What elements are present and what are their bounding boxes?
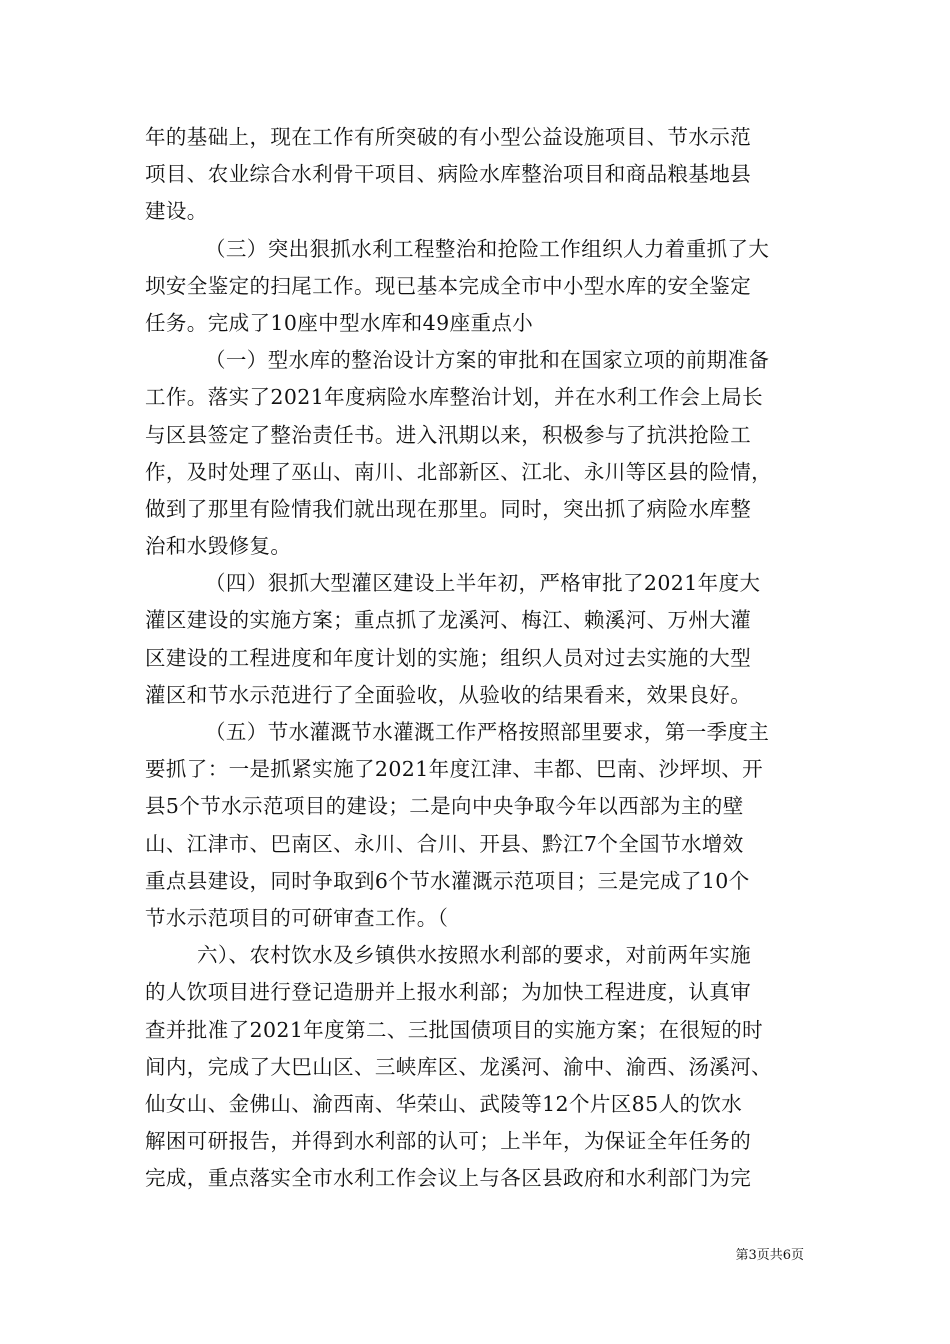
- text-line: 工作。落实了2021年度病险水库整治计划，并在水利工作会上局长: [145, 385, 764, 410]
- text-line: 县5个节水示范项目的建设；二是向中央争取今年以西部为主的壁: [145, 794, 744, 819]
- text-line: 治和水毁修复。: [145, 534, 292, 559]
- text-line: 要抓了：一是抓紧实施了2021年度江津、丰都、巴南、沙坪坝、开: [145, 757, 764, 782]
- paragraph-start-line: （五）节水灌溉节水灌溉工作严格按照部里要求，第一季度主: [205, 720, 770, 744]
- text-line: 区建设的工程进度和年度计划的实施；组织人员对过去实施的大型: [145, 645, 752, 670]
- text-line: 与区县签定了整治责任书。进入汛期以来，积极参与了抗洪抢险工: [145, 422, 752, 447]
- text-line: 山、江津市、巴南区、永川、合川、开县、黔江7个全国节水增效: [145, 831, 744, 856]
- text-line: 灌区和节水示范进行了全面验收，从验收的结果看来，效果良好。: [145, 682, 752, 707]
- text-line: 任务。完成了10座中型水库和49座重点小: [145, 310, 534, 335]
- text-line: 节水示范项目的可研审查工作。（: [145, 905, 449, 930]
- text-line: 作，及时处理了巫山、南川、北部新区、江北、永川等区县的险情，: [145, 459, 772, 484]
- paragraph-start-line: 六）、农村饮水及乡镇供水按照水利部的要求，对前两年实施: [197, 943, 752, 968]
- text-line: 完成，重点落实全市水利工作会议上与各区县政府和水利部门为完: [145, 1166, 752, 1191]
- text-line: 解困可研报告，并得到水利部的认可；上半年，为保证全年任务的: [145, 1129, 752, 1154]
- text-line: 年的基础上，现在工作有所突破的有小型公益设施项目、节水示范: [145, 125, 752, 149]
- text-line: 的人饮项目进行登记造册并上报水利部；为加快工程进度，认真审: [145, 980, 752, 1005]
- text-line: 灌区建设的实施方案；重点抓了龙溪河、梅江、赖溪河、万州大灌: [145, 608, 752, 633]
- text-line: 项目、农业综合水利骨干项目、病险水库整治项目和商品粮基地县: [145, 162, 752, 187]
- text-line: 间内，完成了大巴山区、三峡库区、龙溪河、渝中、渝西、汤溪河、: [145, 1054, 772, 1079]
- text-line: 坝安全鉴定的扫尾工作。现已基本完成全市中小型水库的安全鉴定: [145, 273, 752, 298]
- paragraph-start-line: （四）狠抓大型灌区建设上半年初，严格审批了2021年度大: [205, 571, 761, 596]
- paragraph-start-line: （三）突出狠抓水利工程整治和抢险工作组织人力着重抓了大: [205, 236, 770, 261]
- body-text: [145, 119, 815, 1197]
- text-line: 建设。: [145, 199, 208, 224]
- page-number: 第3页共6页: [735, 1248, 804, 1263]
- text-line: 仙女山、金佛山、渝西南、华荣山、武陵等12个片区85人的饮水: [145, 1091, 743, 1116]
- text-line: 做到了那里有险情我们就出现在那里。同时，突出抓了病险水库整: [145, 496, 752, 521]
- text-line: 查并批准了2021年度第二、三批国债项目的实施方案；在很短的时: [145, 1017, 764, 1042]
- paragraph-start-line: （一）型水库的整治设计方案的审批和在国家立项的前期准备: [205, 348, 770, 373]
- text-line: 重点县建设，同时争取到6个节水灌溉示范项目；三是完成了10个: [145, 868, 750, 893]
